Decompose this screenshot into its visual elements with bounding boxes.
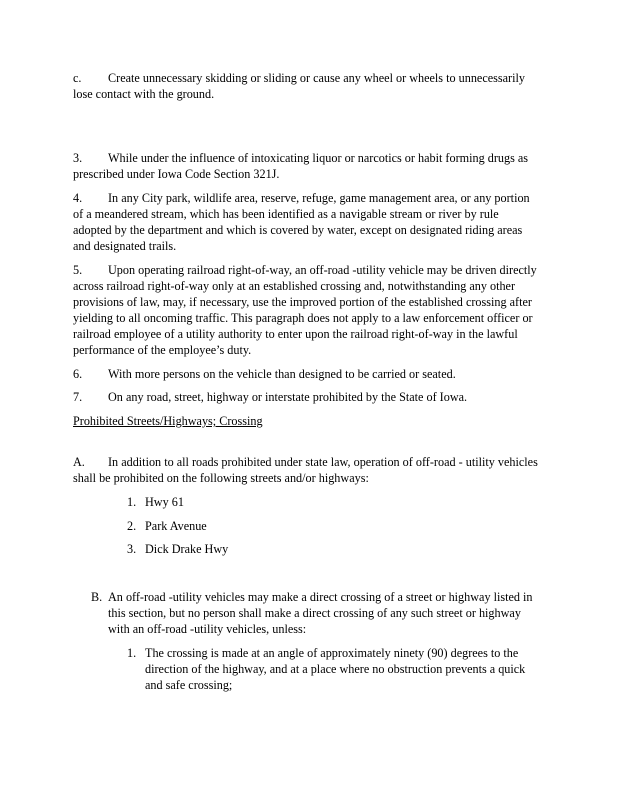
section-b-text-line: this section, but no person shall make a direct crossing of any such street or highway [108, 606, 521, 620]
item-text-line: prescribed under Iowa Code Section 321J. [73, 167, 280, 181]
item-text-line: In any City park, wildlife area, reserve, refuge, game management area, or any portion [108, 191, 530, 205]
section-b-label: B. [91, 590, 103, 604]
section-a-label: A. [73, 455, 85, 469]
item-label: 4. [73, 191, 83, 205]
item-text-line: Create unnecessary skidding or sliding or cause any wheel or wheels to unnecessarily [108, 71, 525, 85]
street-name: Dick Drake Hwy [145, 542, 229, 556]
section-b1-label: 1. [127, 646, 137, 660]
item-text-line: On any road, street, highway or interstate prohibited by the State of Iowa. [108, 390, 468, 404]
item-text-line: across railroad right-of-way only at an established crossing and, notwithstanding any other [73, 279, 516, 293]
item-text-line: railroad employee of a utility authority to enter upon the railroad right-of-way in the lawful [73, 327, 518, 341]
item-label: 7. [73, 390, 83, 404]
item-text-line: lose contact with the ground. [73, 87, 215, 101]
street-number: 1. [127, 495, 137, 509]
item-label: c. [73, 71, 82, 85]
item-text-line: provisions of law, may, if necessary, use the improved portion of the established crossing after [73, 295, 532, 309]
item-text-line: adopted by the department and which is covered by water, except on designated riding areas [73, 223, 523, 237]
section-b-text-line: with an off-road -utility vehicles, unless: [108, 622, 307, 636]
item-label: 3. [73, 151, 83, 165]
section-b-text-line: An off-road -utility vehicles may make a direct crossing of a street or highway listed in [108, 590, 533, 604]
item-label: 5. [73, 263, 83, 277]
section-b1-text-line: and safe crossing; [145, 678, 233, 692]
section-heading: Prohibited Streets/Highways; Crossing [73, 414, 263, 428]
item-text-line: yielding to all oncoming traffic. This paragraph does not apply to a law enforcement officer or [73, 311, 533, 325]
item-text-line: Upon operating railroad right-of-way, an off-road -utility vehicle may be driven directly [108, 263, 537, 277]
item-text-line: performance of the employee’s duty. [73, 343, 252, 357]
item-label: 6. [73, 367, 83, 381]
street-number: 3. [127, 542, 137, 556]
section-b1-text-line: The crossing is made at an angle of approximately ninety (90) degrees to the [145, 646, 519, 660]
street-name: Hwy 61 [145, 495, 184, 509]
section-b1-text-line: direction of the highway, and at a place where no obstruction prevents a quick [145, 662, 526, 676]
section-a-text-line: shall be prohibited on the following streets and/or highways: [73, 471, 369, 485]
street-number: 2. [127, 519, 137, 533]
item-text-line: With more persons on the vehicle than designed to be carried or seated. [108, 367, 456, 381]
section-a-text-line: In addition to all roads prohibited under state law, operation of off-road - utility vehicles [108, 455, 538, 469]
item-text-line: While under the influence of intoxicating liquor or narcotics or habit forming drugs as [108, 151, 529, 165]
item-text-line: and designated trails. [73, 239, 177, 253]
item-text-line: of a meandered stream, which has been identified as a navigable stream or river by rule [73, 207, 499, 221]
street-name: Park Avenue [145, 519, 207, 533]
